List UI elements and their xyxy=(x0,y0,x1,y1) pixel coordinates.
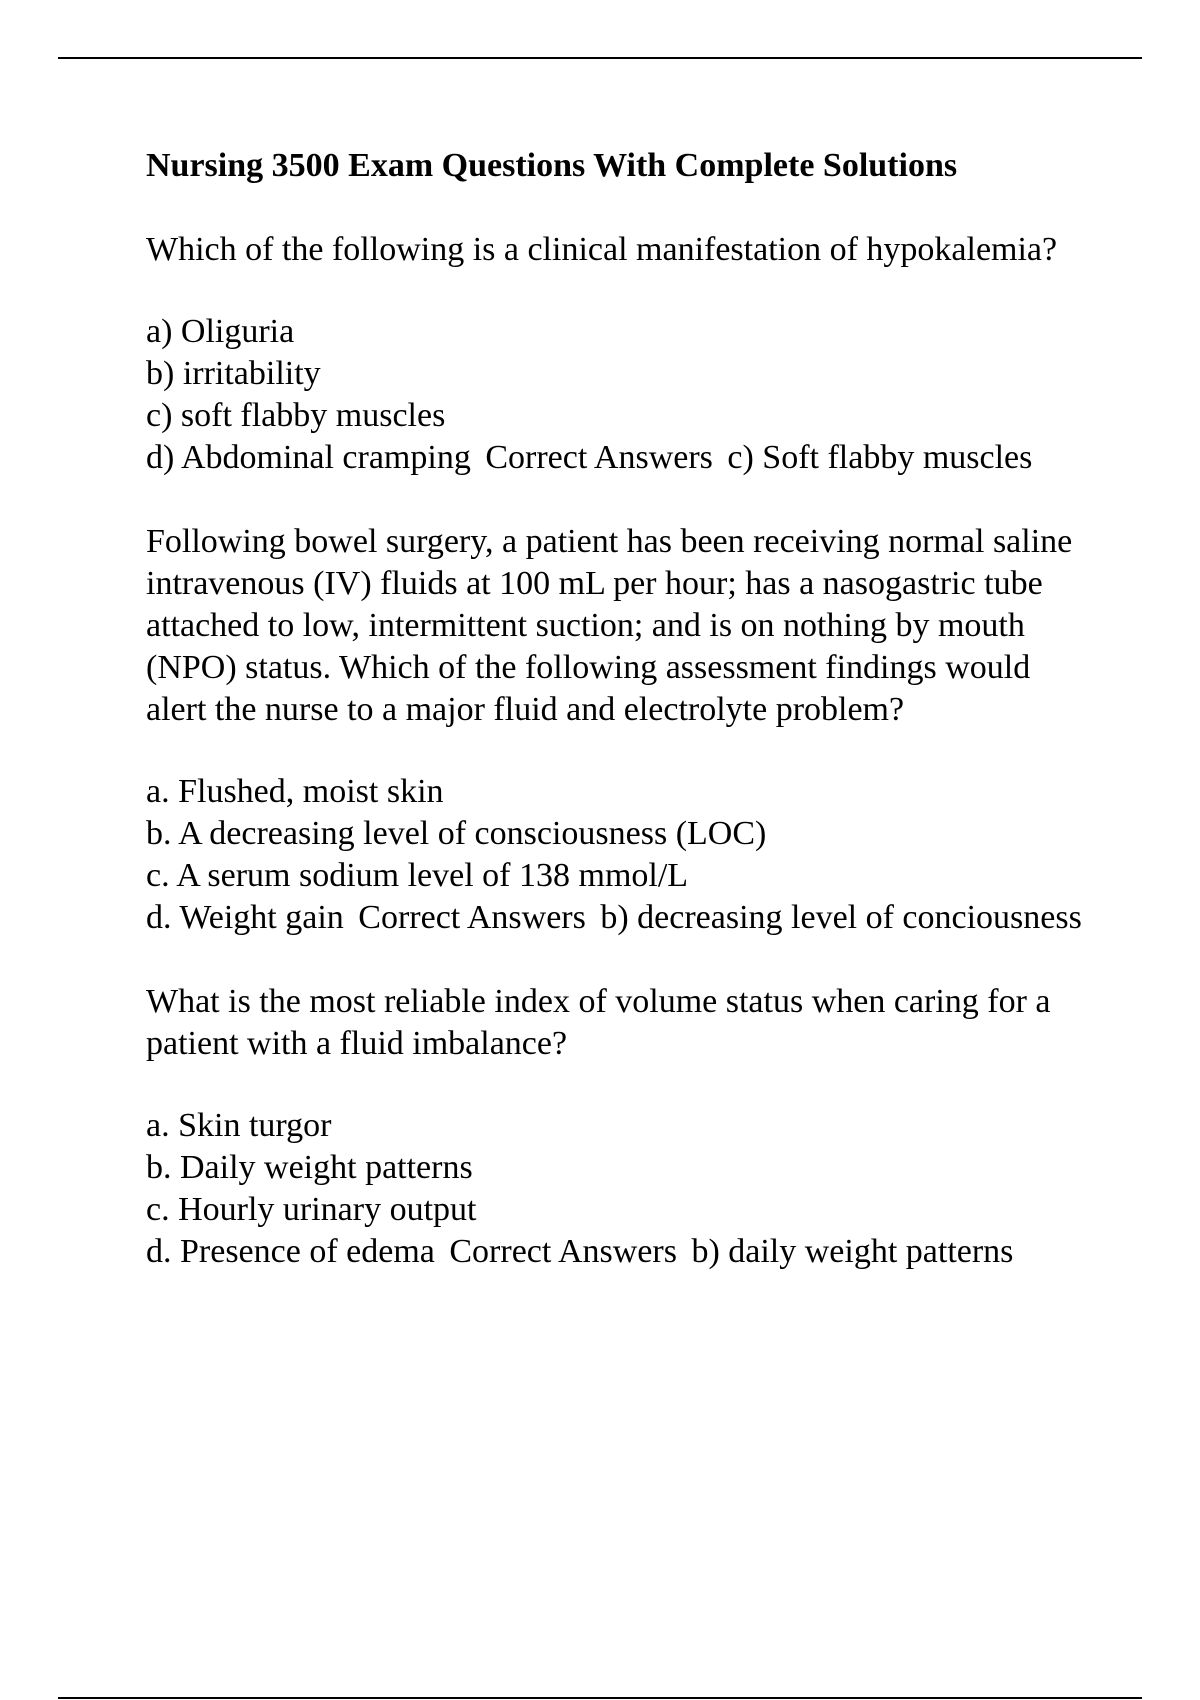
options-list xyxy=(146,1105,1096,1273)
options-list xyxy=(146,311,1096,479)
option-item: a. Flushed, moist skin xyxy=(146,773,444,810)
correct-answers-label: Correct Answers xyxy=(449,1233,677,1270)
option-item: b. A decreasing level of consciousness (LOC) xyxy=(146,815,767,852)
option-item: b) irritability xyxy=(146,355,321,392)
option-item-with-answer xyxy=(146,897,1096,939)
question-text: Following bowel surgery, a patient has been receiving normal saline intravenous (IV) fluids at 100 mL per hour; has a nasogastric tube attached to low, intermittent suction; and is on nothing by mouth (NPO) status. Which of the following assessment findings would alert the nurse to a major fluid and electrolyte problem? xyxy=(146,523,1073,728)
document-body xyxy=(146,145,1096,1315)
correct-answer: c) Soft flabby muscles xyxy=(727,439,1033,476)
option-text: d. Weight gain xyxy=(146,899,344,936)
top-divider xyxy=(58,57,1142,59)
correct-answer: b) decreasing level of conciousness xyxy=(600,899,1082,936)
bottom-divider xyxy=(58,1697,1142,1699)
option-item: c) soft flabby muscles xyxy=(146,397,446,434)
option-text: d. Presence of edema xyxy=(146,1233,435,1270)
option-text: d) Abdominal cramping xyxy=(146,439,471,476)
document-title: Nursing 3500 Exam Questions With Complete Solutions xyxy=(146,147,958,184)
question-text: Which of the following is a clinical manifestation of hypokalemia? xyxy=(146,231,1058,268)
option-item: a. Skin turgor xyxy=(146,1107,332,1144)
option-item-with-answer xyxy=(146,437,1096,479)
option-item-with-answer xyxy=(146,1231,1096,1273)
option-item: c. A serum sodium level of 138 mmol/L xyxy=(146,857,689,894)
correct-answers-label: Correct Answers xyxy=(485,439,713,476)
correct-answers-label: Correct Answers xyxy=(358,899,586,936)
correct-answer: b) daily weight patterns xyxy=(691,1233,1014,1270)
question-text: What is the most reliable index of volume status when caring for a patient with a fluid imbalance? xyxy=(146,983,1051,1062)
question-block xyxy=(146,981,1096,1273)
options-list xyxy=(146,771,1096,939)
option-item: a) Oliguria xyxy=(146,313,295,350)
question-block xyxy=(146,229,1096,479)
option-item: b. Daily weight patterns xyxy=(146,1149,473,1186)
question-block xyxy=(146,521,1096,939)
option-item: c. Hourly urinary output xyxy=(146,1191,477,1228)
